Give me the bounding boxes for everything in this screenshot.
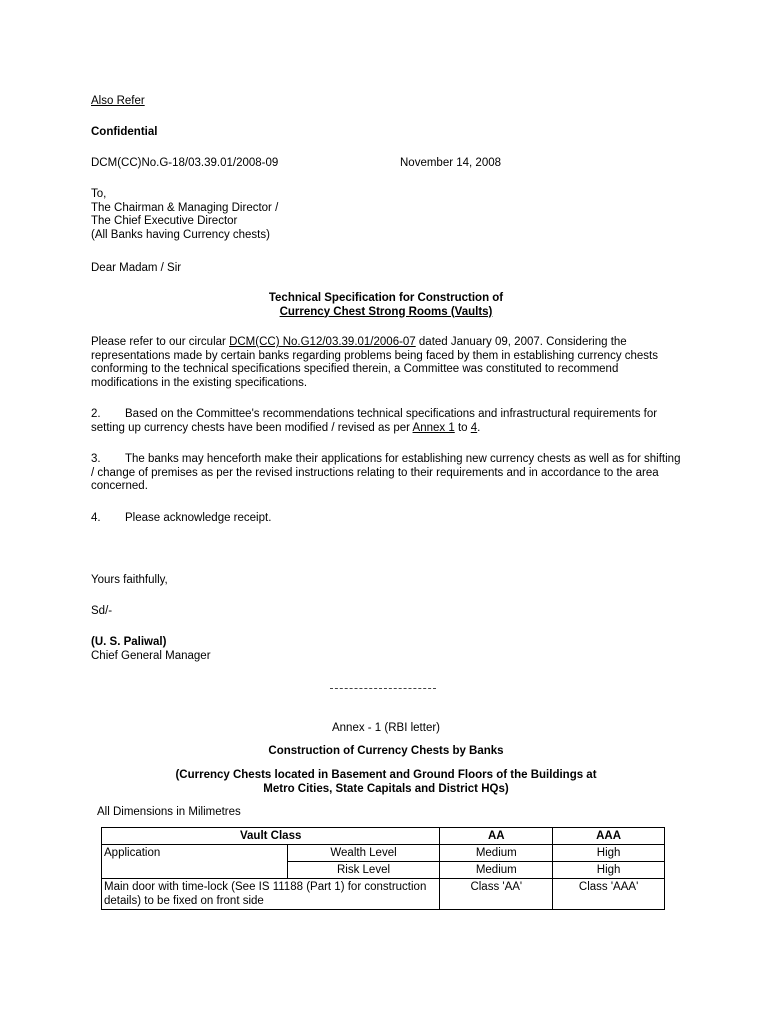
para2-post: . xyxy=(477,421,481,434)
table-header-row xyxy=(102,828,665,845)
header-vault-class: Vault Class xyxy=(102,828,440,845)
table-row xyxy=(102,845,665,862)
also-refer-link[interactable]: Also Refer xyxy=(91,95,145,107)
address-line-2: The Chief Executive Director xyxy=(91,215,238,227)
signed-mark: Sd/- xyxy=(91,605,113,617)
para2-number: 2. xyxy=(91,408,101,420)
subject-line-2: Currency Chest Strong Rooms (Vaults) xyxy=(279,305,493,318)
paragraph-4 xyxy=(91,512,271,526)
header-aa: AA xyxy=(440,828,553,845)
para3-text: The banks may henceforth make their applications for establishing new currency chests as well as for shifting / change of premises as per the revised instructions relating to their requirements and in accordance to the area concerned. xyxy=(91,453,681,492)
annex-subheading xyxy=(91,769,681,796)
para1-post: dated January 09, 2007. Considering the representations made by certain banks regarding problems being faced by them in establishing currency chests conforming to the technical specifications specified therein, a Committee was constituted to recommend modifications in the existing specifications. xyxy=(91,336,659,389)
annex-heading: Construction of Currency Chests by Banks xyxy=(268,745,504,757)
main-door-aa: Class 'AA' xyxy=(440,879,553,910)
application-cell: Application xyxy=(102,845,288,879)
wealth-level-aa: Medium xyxy=(440,845,553,862)
risk-level-label: Risk Level xyxy=(287,862,440,879)
annex-1-link[interactable]: Annex 1 xyxy=(412,421,455,434)
annex-subheading-line-2: Metro Cities, State Capitals and District HQs) xyxy=(263,782,509,795)
header-aaa: AAA xyxy=(553,828,665,845)
risk-level-aaa: High xyxy=(553,862,665,879)
paragraph-2 xyxy=(91,408,681,435)
subject-heading xyxy=(91,292,681,319)
wealth-level-aaa: High xyxy=(553,845,665,862)
risk-level-aa: Medium xyxy=(440,862,553,879)
paragraph-3 xyxy=(91,453,681,494)
vault-class-table xyxy=(101,827,665,910)
annex-4-link[interactable]: 4 xyxy=(470,421,478,434)
main-door-description: Main door with time-lock (See IS 11188 (Part 1) for construction details) to be fixed on front side xyxy=(102,879,440,910)
address-to: To, xyxy=(91,188,107,200)
address-line-1: The Chairman & Managing Director / xyxy=(91,201,279,214)
para4-number: 4. xyxy=(91,512,101,524)
signatory-name: (U. S. Paliwal) xyxy=(91,636,167,648)
signatory-block xyxy=(91,636,211,663)
subject-line-1: Technical Specification for Construction of xyxy=(268,292,504,304)
paragraph-1 xyxy=(91,336,681,390)
para4-text: Please acknowledge receipt. xyxy=(125,512,272,524)
annex-title: Annex - 1 (RBI letter) xyxy=(331,722,440,734)
salutation: Dear Madam / Sir xyxy=(91,262,182,274)
circular-link[interactable]: DCM(CC) No.G12/03.39.01/2006-07 xyxy=(229,336,416,348)
table-row xyxy=(102,879,665,910)
dimensions-note: All Dimensions in Milimetres xyxy=(97,806,241,818)
para2-mid: to xyxy=(454,421,471,434)
wealth-level-label: Wealth Level xyxy=(287,845,440,862)
letter-date: November 14, 2008 xyxy=(400,157,502,169)
annex-subheading-line-1: (Currency Chests located in Basement and Ground Floors of the Buildings at xyxy=(175,769,597,781)
main-door-aaa: Class 'AAA' xyxy=(553,879,665,910)
address-line-3: (All Banks having Currency chests) xyxy=(91,228,270,241)
closing: Yours faithfully, xyxy=(91,574,168,586)
signatory-title: Chief General Manager xyxy=(91,649,211,662)
section-divider xyxy=(330,688,436,689)
confidential-label: Confidential xyxy=(91,126,158,138)
para2-pre: Based on the Committee's recommendations technical specifications and infrastructural requirements for setting up currency chests have been modified / revised as per xyxy=(91,408,658,434)
para3-number: 3. xyxy=(91,453,101,465)
reference-number: DCM(CC)No.G-18/03.39.01/2008-09 xyxy=(91,157,279,169)
address-block xyxy=(91,188,278,242)
para1-pre: Please refer to our circular xyxy=(91,336,230,348)
